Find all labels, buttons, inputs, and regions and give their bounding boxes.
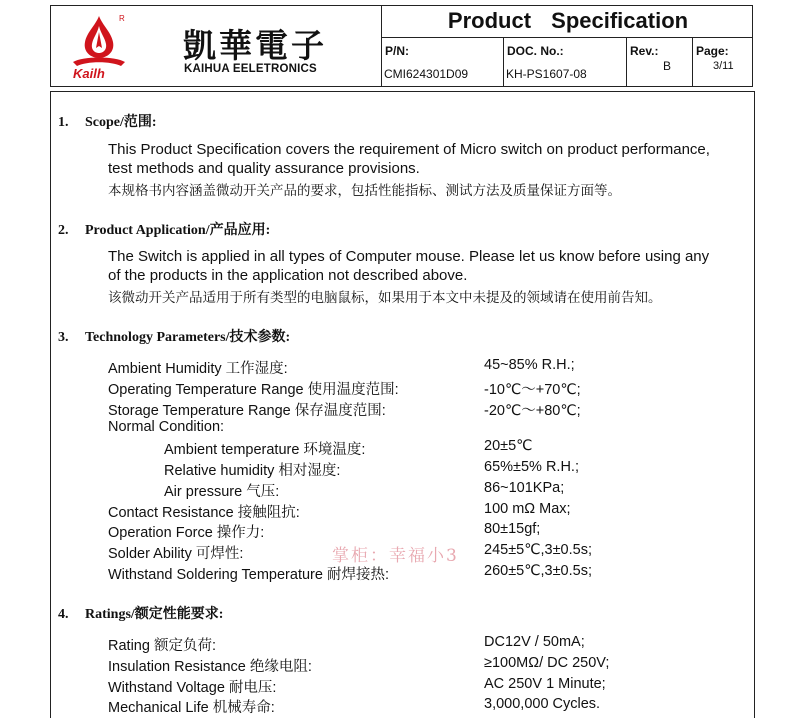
scope-line-2: test methods and quality assurance provisions. [108, 160, 420, 177]
param-value: 45~85% R.H.; [484, 357, 575, 373]
param-label: Operation Force 操作力: [108, 525, 265, 541]
param-label: Solder Ability 可焊性: [108, 546, 244, 562]
section-technology-title [58, 326, 290, 346]
pn-value: CMI624301D09 [384, 67, 469, 81]
section-title-text: Ratings/额定性能要求: [85, 607, 224, 622]
header-divider [692, 37, 693, 86]
application-line-1: The Switch is applied in all types of Computer mouse. Please let us know before using any [108, 248, 710, 265]
section-scope-title [58, 111, 157, 131]
document-title: Product Specification [447, 8, 689, 33]
pn-label: P/N: [385, 44, 409, 58]
rev-value: B [663, 59, 672, 73]
param-value: -20℃～+80℃; [484, 403, 581, 419]
registered-mark: R [119, 14, 125, 23]
param-value: 80±15gf; [484, 521, 541, 537]
section-number: 4. [58, 607, 69, 622]
param-label: Air pressure 气压: [164, 484, 280, 500]
param-label: Normal Condition: [108, 419, 225, 435]
rating-label: Withstand Voltage 耐电压: [108, 680, 277, 696]
header-table [50, 5, 753, 87]
param-value: 86~101KPa; [484, 480, 565, 496]
watermark-text: 掌柜：幸福小3 [332, 546, 459, 566]
param-label: Contact Resistance 接触阻抗: [108, 505, 300, 521]
rating-value: AC 250V 1 Minute; [484, 676, 606, 692]
param-label: Ambient temperature 环境温度: [164, 442, 366, 458]
page-label: Page: [696, 44, 729, 58]
param-label: Storage Temperature Range 保存温度范围: [108, 403, 386, 419]
section-number: 3. [58, 330, 69, 345]
param-value: 245±5℃,3±0.5s; [484, 542, 592, 558]
doc-label: DOC. No.: [507, 44, 564, 58]
param-label: Ambient Humidity 工作湿度: [108, 361, 288, 377]
rev-label: Rev.: [630, 44, 659, 58]
section-application-title [58, 219, 270, 239]
param-label: Relative humidity 相对湿度: [164, 463, 341, 479]
param-value: 260±5℃,3±0.5s; [484, 563, 592, 579]
application-cn: 该微动开关产品适用于所有类型的电脑鼠标，如果用于本文中未提及的领域请在使用前告知。 [108, 290, 662, 306]
scope-cn: 本规格书内容涵盖微动开关产品的要求，包括性能指标、测试方法及质量保证方面等。 [108, 183, 621, 199]
param-value: 100 mΩ Max; [484, 501, 571, 517]
company-name-cn: 凱華電子 [183, 26, 327, 65]
param-label: Operating Temperature Range 使用温度范围: [108, 382, 399, 398]
param-value: 20±5℃ [484, 438, 533, 454]
rating-value: ≥100MΩ/ DC 250V; [484, 655, 610, 671]
section-title-text: Scope/范围: [85, 115, 157, 130]
param-value: -10℃～+70℃; [484, 382, 581, 398]
header-divider [626, 37, 627, 86]
header-divider [381, 6, 382, 86]
header-divider [381, 37, 752, 38]
param-label: Withstand Soldering Temperature 耐焊接热: [108, 567, 389, 583]
application-line-2: of the products in the application not described above. [108, 267, 468, 284]
rating-label: Mechanical Life 机械寿命: [108, 700, 275, 716]
section-number: 1. [58, 115, 69, 130]
param-value: 65%±5% R.H.; [484, 459, 579, 475]
section-ratings-title [58, 603, 223, 623]
page-value: 3/11 [713, 60, 734, 72]
rating-value: DC12V / 50mA; [484, 634, 585, 650]
logo-text: Kailh [73, 66, 105, 81]
rating-label: Rating 额定负荷: [108, 638, 216, 654]
company-name-en: KAIHUA EELETRONICS [184, 63, 317, 75]
rating-label: Insulation Resistance 绝缘电阻: [108, 659, 312, 675]
doc-value: KH-PS1607-08 [506, 67, 587, 81]
section-number: 2. [58, 223, 69, 238]
header-divider [503, 37, 504, 86]
section-title-text: Technology Parameters/技术参数: [85, 330, 291, 345]
rating-value: 3,000,000 Cycles. [484, 696, 601, 712]
section-title-text: Product Application/产品应用: [85, 223, 271, 238]
scope-line-1: This Product Specification covers the requirement of Micro switch on product performance, [108, 141, 710, 158]
